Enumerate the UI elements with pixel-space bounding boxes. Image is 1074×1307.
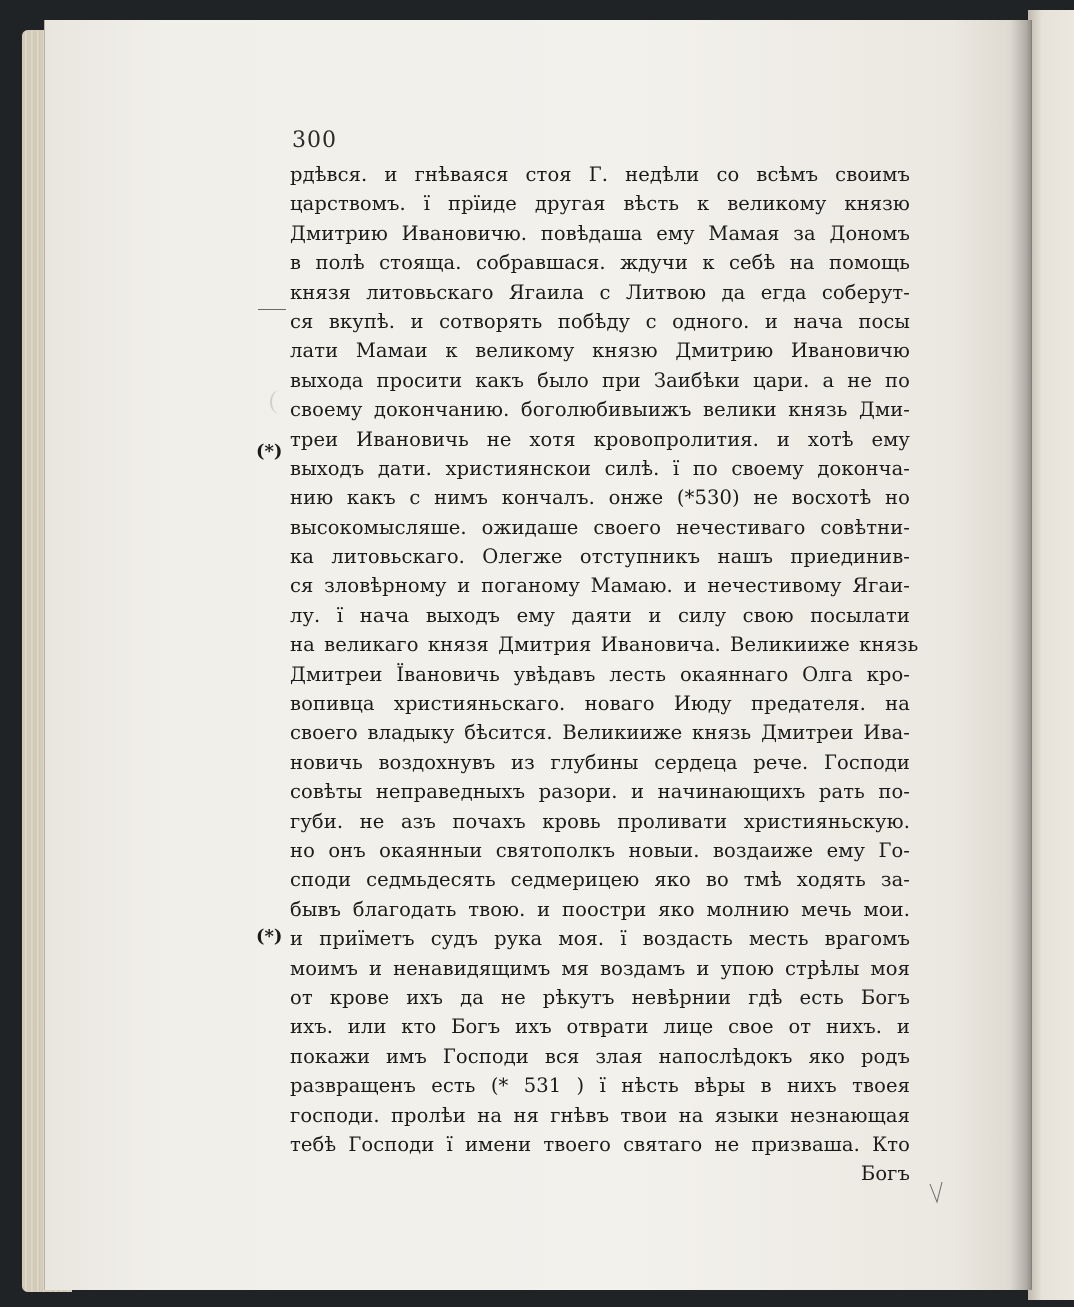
text-line: покажи имъ Господи вся злая напослѣдокъ яко родъ: [290, 1044, 910, 1068]
text-line: споди седмьдесять седмерицею яко во тмѣ ходять за-: [290, 868, 910, 892]
text-line: своему докончанию. боголюбивыижъ велики князь Дми-: [290, 398, 910, 422]
facing-page-edge: [1028, 10, 1074, 1300]
text-line: новичь воздохнувъ из глубины сердеца рече. Господи: [290, 750, 910, 774]
text-line: Дмитрию Ивановичю. повѣдаша ему Мамая за Дономъ: [290, 221, 910, 245]
text-line: вопивца християньскаго. новаго Июду предателя. на: [290, 692, 910, 716]
text-line: моимъ и ненавидящимъ мя воздамъ и упою стрѣлы моя: [290, 956, 910, 980]
text-line: своего владыку бѣсится. Великиижe князь Дмитреи Ива-: [290, 721, 910, 745]
body-text: [290, 160, 919, 1189]
margin-note-asterisk: (*): [256, 441, 283, 462]
text-line: от крове ихъ да не рѣкутъ невѣрнии гдѣ есть Богъ: [290, 985, 910, 1009]
text-line: и приїметъ судъ рука моя. ї воздасть месть врагомъ: [290, 927, 910, 951]
text-line: ся зловѣрному и поганому Мамаю. и нечестивому Ягаи-: [290, 574, 910, 598]
text-line: бывъ благодать твою. и поостри яко молнию мечь мои.: [290, 897, 910, 921]
text-line: ка литовьскаго. Олегже отступникъ нашъ приединив-: [290, 545, 910, 569]
text-line: высокомысляше. ожидаше своего нечестиваго совѣтни-: [290, 515, 910, 539]
text-line: лу. ї нача выходъ ему даяти и силу свою посылати: [290, 603, 910, 627]
pencil-check-icon: [928, 1180, 946, 1206]
text-line: нию какъ с нимъ кончалъ. онже (*530) не восхотѣ но: [290, 486, 910, 510]
text-line: Дмитреи Ївановичь увѣдавъ лесть окаяннаго Олга кро-: [290, 662, 910, 686]
page-number: 300: [292, 128, 337, 153]
margin-note-asterisk: (*): [256, 926, 283, 947]
pencil-margin-dash: [258, 309, 286, 310]
ink-bleed-mark: [270, 390, 290, 414]
text-line: на великаго князя Дмитрия Ивановича. Великиижe князь: [290, 633, 919, 657]
text-line: князя литовьскаго Ягаила с Литвою да егда соберут-: [290, 280, 910, 304]
text-line: тебѣ Господи ї имени твоего святаго не призваша. Кто: [290, 1132, 910, 1156]
text-line: господи. пролѣи на ня гнѣвъ твои на языки незнающая: [290, 1103, 910, 1127]
text-line: развращенъ есть (* 531 ) ї нѣсть вѣры в нихъ твоея: [290, 1074, 910, 1098]
text-line: треи Ивановичь не хотя кровопролития. и хотѣ ему: [290, 427, 910, 451]
gutter-shadow: [1010, 20, 1032, 1290]
text-line: но онъ окаянныи святополкъ новыи. воздаиже ему Го-: [290, 838, 910, 862]
text-line: лати Мамаи к великому князю Дмитрию Ивановичю: [290, 339, 910, 363]
text-line: выхода просити какъ было при Заибѣки цари. а не по: [290, 368, 910, 392]
text-line: ся вкупѣ. и сотворять побѣду с одного. и нача посы: [290, 309, 910, 333]
text-line: рдѣвся. и гнѣваяся стоя Г. недѣли со всѣмъ своимъ: [290, 163, 910, 186]
text-line: царствомъ. ї прїиде другая вѣсть к великому князю: [290, 192, 910, 216]
text-line: губи. не азъ почахъ кровь проливати християньскую.: [290, 809, 910, 833]
catchword: Богъ: [860, 1162, 910, 1186]
text-line: выходъ дати. християнскои силѣ. ї по своему доконча-: [290, 456, 910, 480]
text-line: в полѣ стояща. собравшася. ждучи к себѣ на помощь: [290, 251, 910, 275]
text-line: ихъ. или кто Богъ ихъ отврати лице свое от нихъ. и: [290, 1015, 910, 1039]
text-line: совѣты неправедныхъ разори. и начинающихъ рать по-: [290, 780, 910, 804]
